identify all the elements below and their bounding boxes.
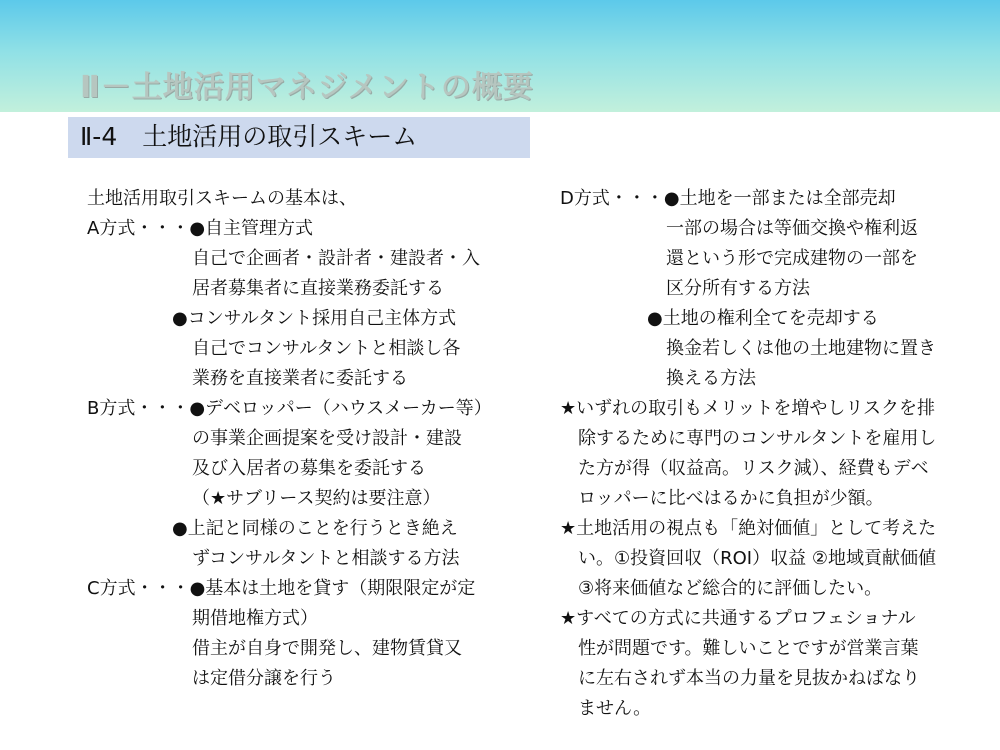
method-d1-text: 一部の場合は等価交換や権利返 bbox=[666, 218, 918, 239]
note-3-cont: ません。 bbox=[578, 698, 652, 719]
method-a2-heading: ●コンサルタント採用自己主体方式 bbox=[172, 308, 457, 329]
method-a-heading: A方式・・・●自主管理方式 bbox=[87, 218, 314, 239]
page-title: Ⅱ－土地活用マネジメントの概要 bbox=[80, 70, 534, 105]
method-b1-note: （★サブリース契約は要注意） bbox=[192, 488, 441, 509]
method-a1-text: 居者募集者に直接業務委託する bbox=[192, 278, 444, 299]
method-c-heading: C方式・・・●基本は土地を貸す（期限限定が定 bbox=[87, 578, 476, 599]
method-c1-text: 期借地権方式） bbox=[192, 608, 318, 629]
note-3-cont: に左右されず本当の力量を見抜かねばなり bbox=[578, 668, 920, 689]
method-d1-text: 区分所有する方法 bbox=[666, 278, 810, 299]
intro-text: 土地活用取引スキームの基本は、 bbox=[87, 188, 357, 209]
method-d2-heading: ●土地の権利全てを売却する bbox=[647, 308, 879, 329]
method-b1-text: の事業企画提案を受け設計・建設 bbox=[192, 428, 462, 449]
note-2-cont: ③将来価値など総合的に評価したい。 bbox=[578, 578, 883, 599]
note-2-cont: い。①投資回収（ROI）収益 ②地域貢献価値 bbox=[578, 548, 936, 569]
left-column bbox=[87, 184, 507, 694]
right-column bbox=[560, 184, 980, 724]
note-3: ★すべての方式に共通するプロフェショナル bbox=[560, 608, 916, 629]
method-d2-text: 換金若しくは他の土地建物に置き bbox=[666, 338, 936, 359]
note-1-cont: た方が得（収益高。リスク減）、経費もデベ bbox=[578, 458, 929, 479]
method-c1-text: は定借分譲を行う bbox=[192, 668, 336, 689]
section-heading: Ⅱ-4 土地活用の取引スキーム bbox=[80, 122, 418, 151]
note-1: ★いずれの取引もメリットを増やしリスクを排 bbox=[560, 398, 936, 419]
method-a2-text: 自己でコンサルタントと相談し各 bbox=[192, 338, 461, 359]
method-c1-text: 借主が自身で開発し、建物賃貸又 bbox=[192, 638, 462, 659]
method-a1-text: 自己で企画者・設計者・建設者・入 bbox=[192, 248, 480, 269]
method-b-heading: B方式・・・●デベロッパー（ハウスメーカー等） bbox=[87, 398, 492, 419]
method-b2-heading: ●上記と同様のことを行うとき絶え bbox=[172, 518, 458, 539]
method-d2-text: 換える方法 bbox=[666, 368, 756, 389]
method-b1-text: 及び入居者の募集を委託する bbox=[192, 458, 426, 479]
method-b2-text: ずコンサルタントと相談する方法 bbox=[192, 548, 460, 569]
note-2: ★土地活用の視点も「絶対価値」として考えた bbox=[560, 518, 937, 539]
method-d-heading: D方式・・・●土地を一部または全部売却 bbox=[560, 188, 896, 209]
section-heading-box bbox=[68, 117, 530, 158]
note-3-cont: 性が問題です。難しいことですが営業言葉 bbox=[578, 638, 919, 659]
note-1-cont: ロッパーに比べはるかに負担が少額。 bbox=[578, 488, 884, 509]
note-1-cont: 除するために専門のコンサルタントを雇用し bbox=[578, 428, 937, 449]
method-a2-text: 業務を直接業者に委託する bbox=[192, 368, 408, 389]
method-d1-text: 還という形で完成建物の一部を bbox=[666, 248, 918, 269]
